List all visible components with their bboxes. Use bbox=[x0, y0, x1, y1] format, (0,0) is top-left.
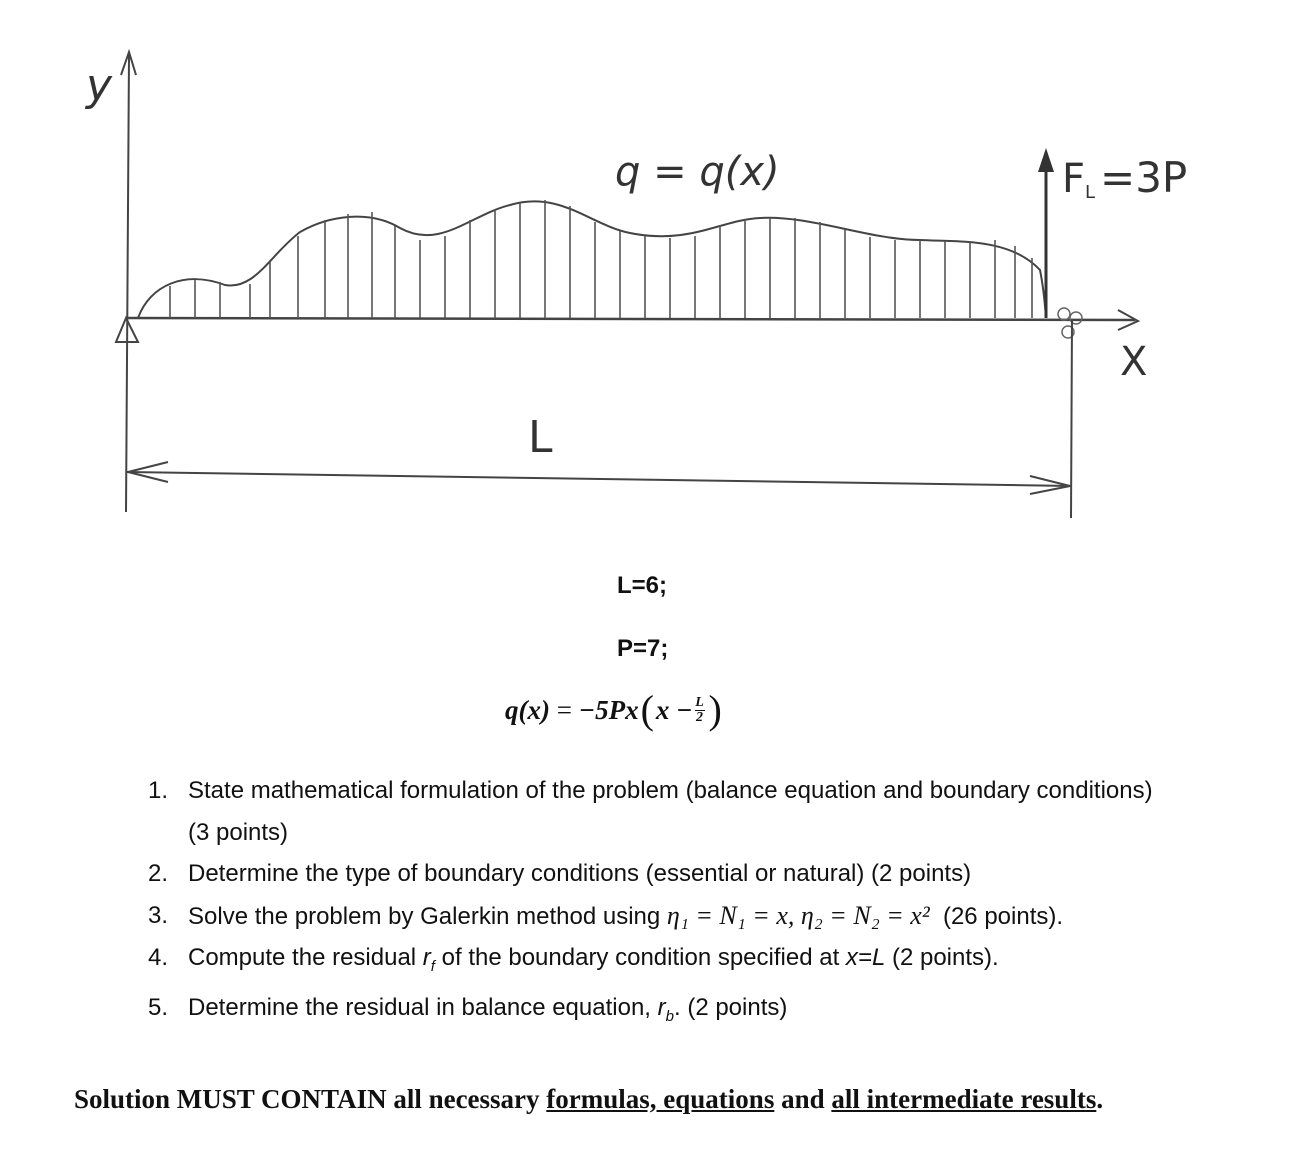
param-force: P=7; bbox=[617, 635, 669, 662]
task-list bbox=[148, 770, 1168, 1038]
task-number: 1. bbox=[148, 777, 169, 804]
formula-inner: x − bbox=[655, 694, 693, 725]
task-number: 5. bbox=[148, 994, 169, 1022]
task-text: (2 points). bbox=[885, 944, 999, 971]
x-axis-label: X bbox=[1120, 339, 1148, 385]
task-item bbox=[148, 770, 1168, 853]
load-hatching bbox=[170, 200, 1032, 318]
task-number: 4. bbox=[148, 944, 169, 971]
formula-lhs: q(x) bbox=[505, 694, 550, 725]
task-math: η₁ = N₁ = x, η₂ = N₂ = x² bbox=[666, 900, 930, 930]
task-text: Determine the type of boundary conditions (essential or natural) (2 points) bbox=[188, 860, 972, 887]
task-text: State mathematical formulation of the problem (balance equation and boundary conditions) (3 points) bbox=[188, 777, 1153, 846]
task-number: 3. bbox=[148, 901, 169, 929]
footer-underlined: all intermediate results bbox=[831, 1084, 1097, 1114]
length-label: L bbox=[528, 412, 553, 463]
formula-fraction bbox=[695, 696, 705, 725]
footer-text: . bbox=[1096, 1084, 1104, 1114]
task-subscript: b bbox=[665, 1008, 674, 1026]
task-text: of the boundary condition specified at bbox=[434, 944, 846, 971]
task-math: r bbox=[657, 994, 666, 1022]
task-item bbox=[148, 853, 1168, 895]
fraction-denominator: 2 bbox=[696, 709, 704, 725]
footer-text: Solution MUST CONTAIN all necessary bbox=[74, 1084, 547, 1114]
y-axis-label: y bbox=[86, 60, 113, 111]
formula-paren-open: ( bbox=[640, 687, 654, 732]
y-axis bbox=[126, 55, 129, 512]
task-item bbox=[148, 987, 1168, 1037]
task-text: (26 points). bbox=[929, 902, 1064, 930]
formula-equals: = bbox=[549, 694, 579, 725]
task-subscript: f bbox=[430, 957, 435, 975]
task-math: r bbox=[422, 944, 431, 971]
task-text: Solve the problem by Galerkin method using bbox=[188, 902, 667, 930]
force-label: F bbox=[1062, 156, 1086, 202]
task-text: Compute the residual bbox=[188, 944, 423, 971]
beam-diagram bbox=[0, 0, 1290, 560]
task-item bbox=[148, 895, 1168, 938]
dim-extension-right bbox=[1071, 320, 1072, 518]
task-item bbox=[148, 937, 1168, 987]
fraction-numerator: L bbox=[695, 694, 704, 710]
task-math: x=L bbox=[845, 944, 886, 971]
param-length: L=6; bbox=[617, 572, 668, 599]
formula-coefficient: −5Px bbox=[578, 694, 639, 725]
dimension-line bbox=[126, 472, 1072, 486]
load-curve bbox=[138, 201, 1046, 318]
right-end-marker bbox=[1058, 308, 1082, 338]
formula-paren-close: ) bbox=[708, 687, 722, 732]
footer-text: and bbox=[774, 1084, 832, 1114]
task-text: . (2 points) bbox=[673, 994, 788, 1022]
beam-line bbox=[126, 318, 1135, 320]
force-subscript: L bbox=[1085, 182, 1096, 203]
solution-requirement bbox=[74, 1084, 1103, 1115]
load-label: q = q(x) bbox=[615, 149, 780, 195]
force-arrow-head bbox=[1038, 148, 1054, 172]
task-text: Determine the residual in balance equation, bbox=[188, 994, 658, 1022]
load-formula bbox=[505, 687, 724, 732]
footer-underlined: formulas, equations bbox=[546, 1084, 775, 1114]
force-value: =3P bbox=[1100, 153, 1188, 202]
task-number: 2. bbox=[148, 860, 169, 887]
